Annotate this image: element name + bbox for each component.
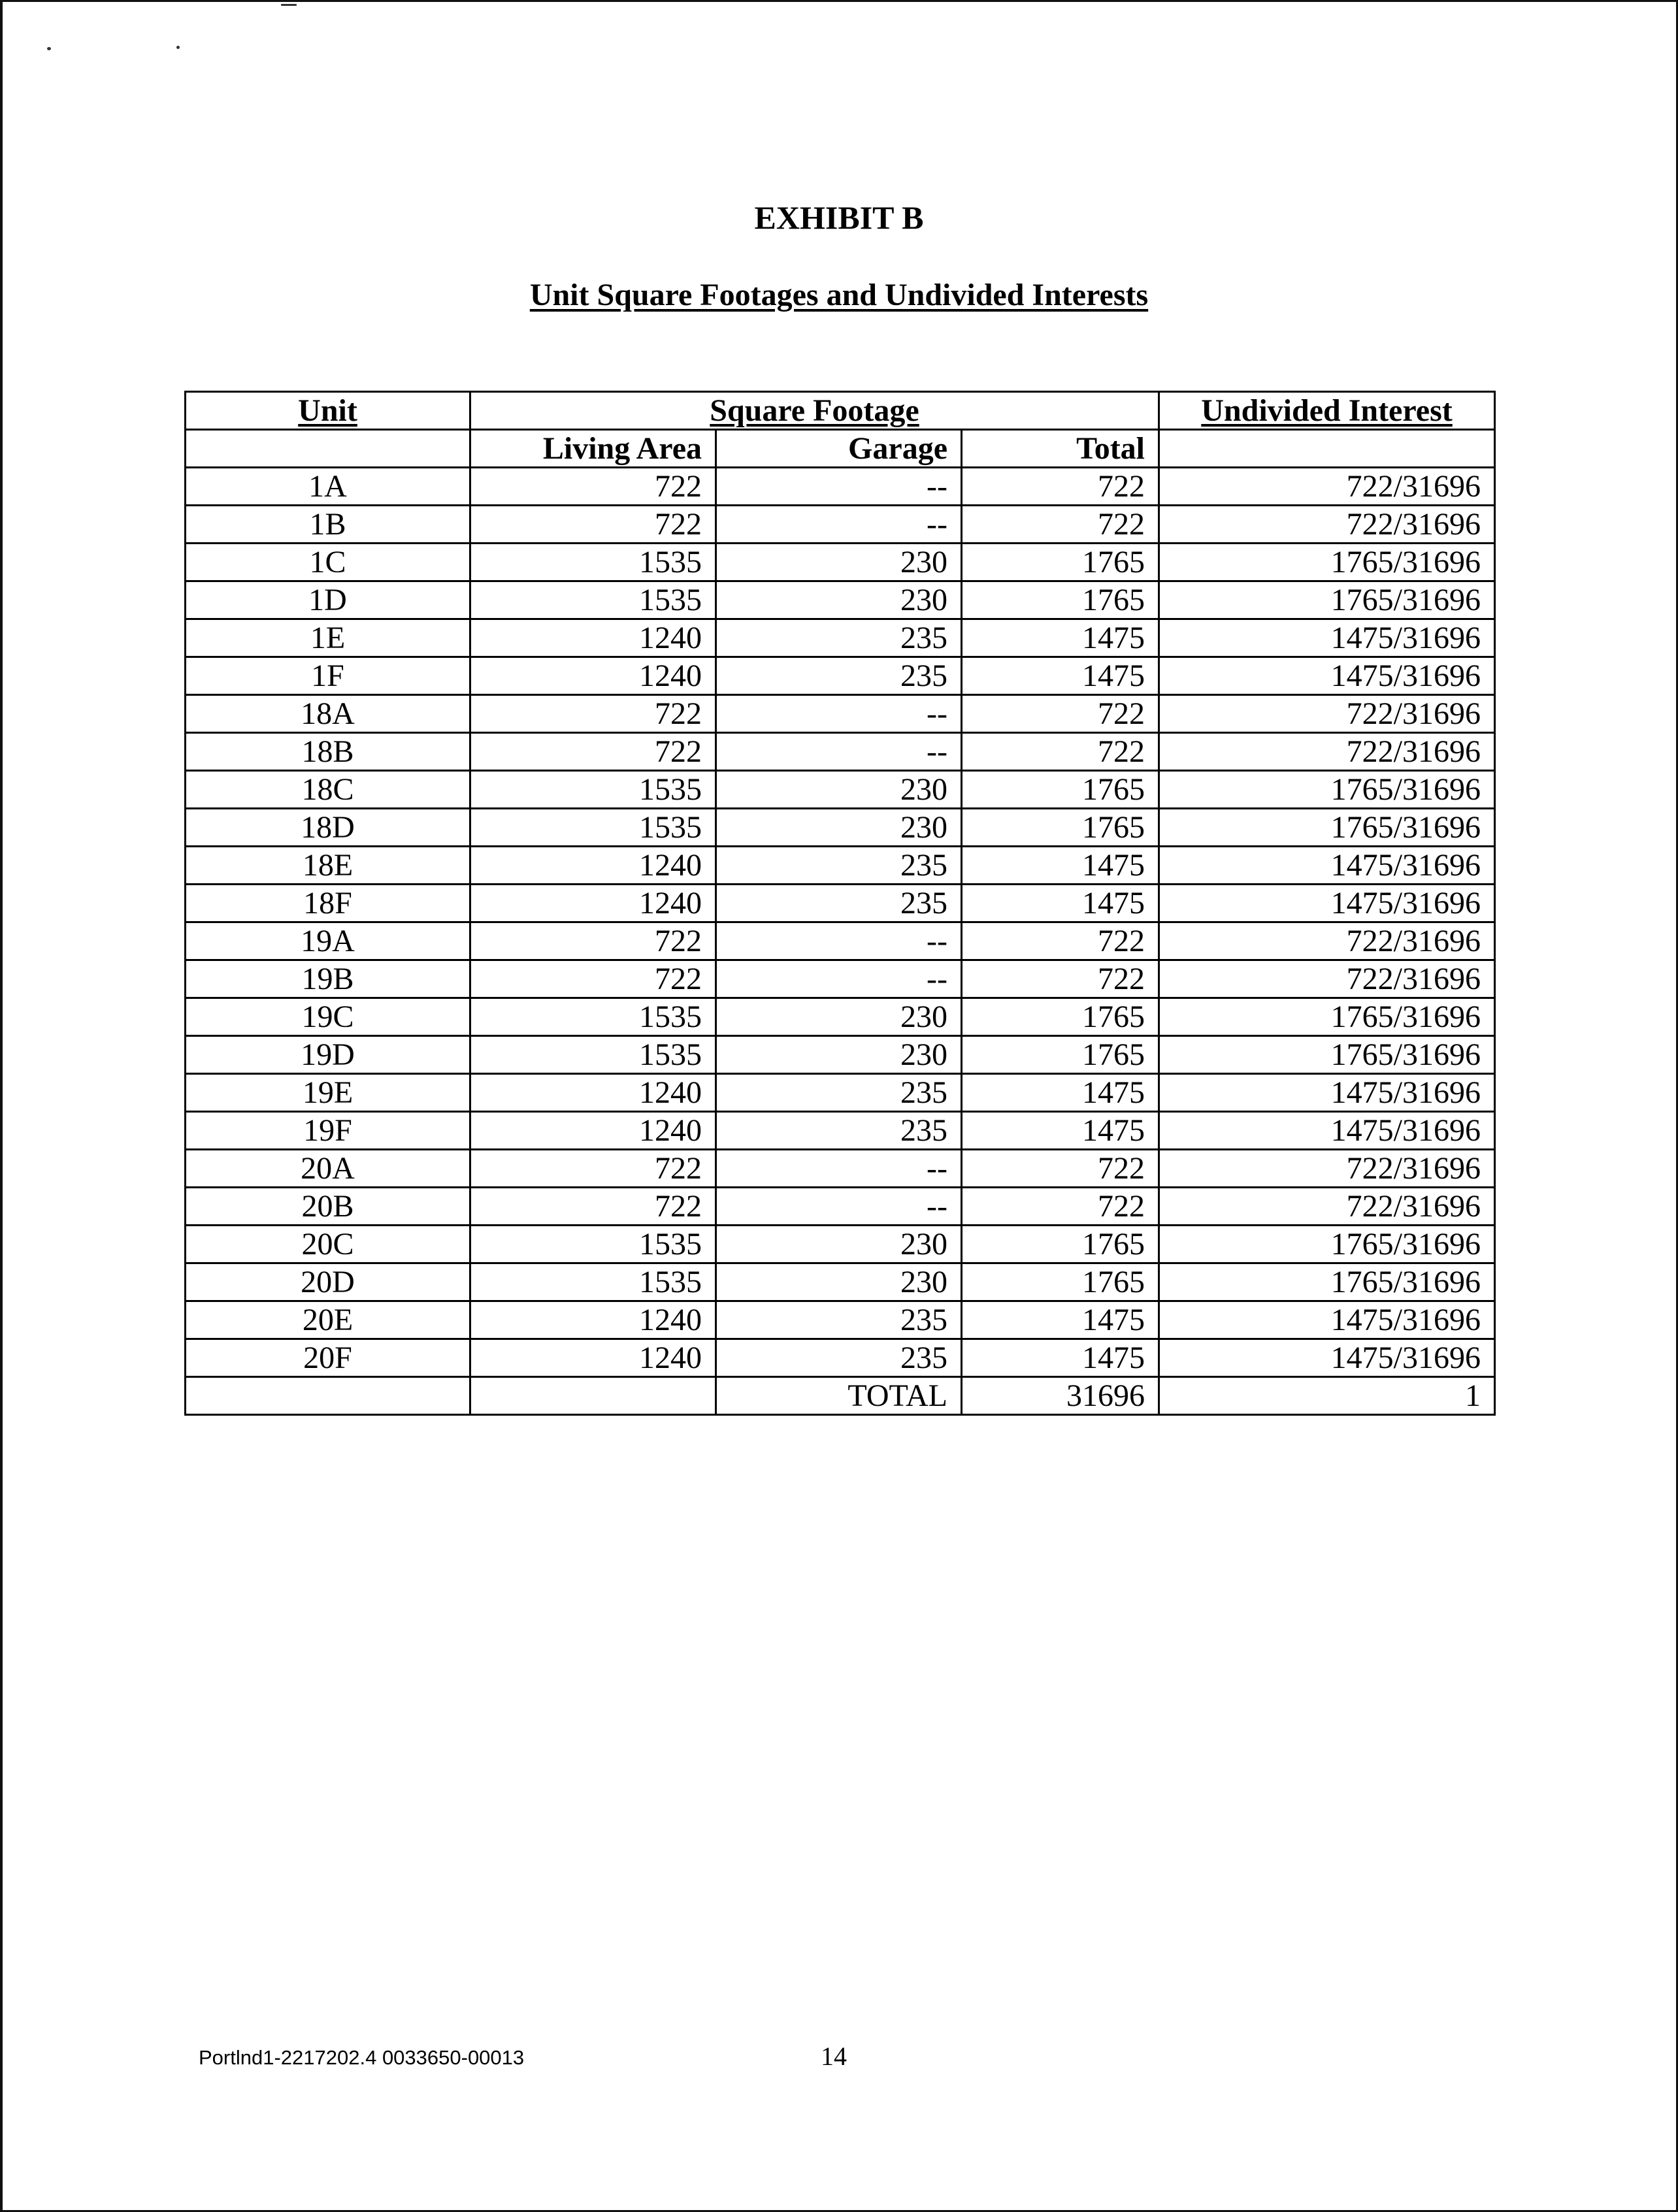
cell-garage: 235 [716,619,962,657]
table-row [186,1301,1495,1339]
cell-total: 1475 [962,847,1159,885]
cell-total: 1475 [962,619,1159,657]
table-row [186,1339,1495,1377]
table-row [186,809,1495,847]
cell-unit: 18B [186,733,470,771]
document-id: Portlnd1-2217202.4 0033650-00013 [199,2046,525,2069]
cell-undivided-interest: 722/31696 [1159,468,1495,506]
cell-total: 1475 [962,1339,1159,1377]
cell-living-area: 1240 [470,657,716,695]
subheader-garage: Garage [716,430,962,468]
subheader-empty [1159,430,1495,468]
cell-unit: 19F [186,1112,470,1150]
cell-undivided-interest: 722/31696 [1159,695,1495,733]
cell-unit: 1D [186,581,470,619]
cell-garage: 235 [716,1339,962,1377]
table-row [186,733,1495,771]
cell-living-area: 722 [470,1188,716,1226]
cell-undivided-interest: 722/31696 [1159,1188,1495,1226]
cell-undivided-interest: 1475/31696 [1159,1339,1495,1377]
cell-undivided-interest: 1475/31696 [1159,885,1495,922]
cell-living-area: 1535 [470,1263,716,1301]
cell-garage: 235 [716,1112,962,1150]
cell-total: 1765 [962,809,1159,847]
page-number: 14 [821,2041,847,2071]
scan-speck [47,47,51,50]
cell-garage: -- [716,1188,962,1226]
cell-garage: 230 [716,544,962,581]
cell-unit: 19C [186,998,470,1036]
cell-living-area: 1240 [470,1074,716,1112]
unit-table [184,391,1496,1416]
cell-living-area: 722 [470,960,716,998]
exhibit-subtitle-text: Unit Square Footages and Undivided Interests [529,278,1149,312]
cell-garage: 235 [716,657,962,695]
cell-unit: 19A [186,922,470,960]
cell-unit: 18A [186,695,470,733]
table-row [186,922,1495,960]
cell-unit: 20E [186,1301,470,1339]
header-undivided-interest-text: Undivided Interest [1201,393,1453,428]
cell-living-area: 1240 [470,847,716,885]
cell-total: 722 [962,695,1159,733]
subheader-empty [186,430,470,468]
scan-speck [281,4,297,6]
total-row [186,1377,1495,1415]
header-unit-text: Unit [298,393,357,428]
cell-living-area: 722 [470,468,716,506]
cell-undivided-interest: 1475/31696 [1159,1074,1495,1112]
header-row [186,392,1495,430]
cell-total: 1765 [962,581,1159,619]
cell-undivided-interest: 722/31696 [1159,922,1495,960]
unit-rows [186,468,1495,1377]
cell-total: 1765 [962,1036,1159,1074]
cell-undivided-interest: 1765/31696 [1159,1036,1495,1074]
cell-garage: 235 [716,1301,962,1339]
table-row [186,619,1495,657]
cell-undivided-interest: 1475/31696 [1159,847,1495,885]
cell-unit: 19B [186,960,470,998]
cell-garage: 235 [716,1074,962,1112]
total-row-empty [186,1377,470,1415]
table-row [186,771,1495,809]
cell-living-area: 1535 [470,581,716,619]
table-row [186,998,1495,1036]
cell-total: 1475 [962,885,1159,922]
table-row [186,544,1495,581]
cell-total: 722 [962,506,1159,544]
cell-undivided-interest: 1765/31696 [1159,1263,1495,1301]
cell-undivided-interest: 1475/31696 [1159,657,1495,695]
cell-garage: 230 [716,771,962,809]
header-square-footage [470,392,1159,430]
cell-unit: 20F [186,1339,470,1377]
cell-living-area: 1535 [470,771,716,809]
cell-undivided-interest: 1765/31696 [1159,809,1495,847]
table-row [186,468,1495,506]
cell-garage: 230 [716,809,962,847]
cell-living-area: 722 [470,733,716,771]
cell-unit: 18E [186,847,470,885]
cell-garage: -- [716,960,962,998]
cell-undivided-interest: 1475/31696 [1159,1301,1495,1339]
cell-living-area: 1535 [470,1226,716,1263]
cell-undivided-interest: 1765/31696 [1159,771,1495,809]
cell-unit: 1E [186,619,470,657]
table-row [186,1036,1495,1074]
table-row [186,1263,1495,1301]
cell-living-area: 1535 [470,544,716,581]
cell-garage: 230 [716,1263,962,1301]
cell-living-area: 1240 [470,1339,716,1377]
cell-unit: 18C [186,771,470,809]
cell-garage: -- [716,1150,962,1188]
total-undivided-interest: 1 [1159,1377,1495,1415]
cell-unit: 19D [186,1036,470,1074]
cell-living-area: 1240 [470,885,716,922]
cell-garage: -- [716,506,962,544]
cell-undivided-interest: 1475/31696 [1159,1112,1495,1150]
cell-total: 722 [962,1188,1159,1226]
header-undivided-interest [1159,392,1495,430]
cell-garage: 235 [716,885,962,922]
exhibit-title: EXHIBIT B [754,199,924,236]
cell-total: 722 [962,468,1159,506]
cell-total: 1765 [962,1263,1159,1301]
cell-total: 1475 [962,1112,1159,1150]
table-row [186,1226,1495,1263]
cell-unit: 1F [186,657,470,695]
cell-total: 1765 [962,1226,1159,1263]
cell-living-area: 722 [470,922,716,960]
cell-undivided-interest: 1765/31696 [1159,544,1495,581]
table-row [186,1074,1495,1112]
cell-undivided-interest: 1475/31696 [1159,619,1495,657]
cell-total: 1475 [962,1301,1159,1339]
total-row-empty [470,1377,716,1415]
table-row [186,581,1495,619]
cell-unit: 20A [186,1150,470,1188]
cell-unit: 19E [186,1074,470,1112]
total-square-footage: 31696 [962,1377,1159,1415]
cell-garage: 235 [716,847,962,885]
table-row [186,657,1495,695]
cell-unit: 1B [186,506,470,544]
cell-living-area: 1240 [470,1301,716,1339]
table-row [186,1188,1495,1226]
cell-unit: 20C [186,1226,470,1263]
cell-total: 1765 [962,998,1159,1036]
cell-total: 722 [962,922,1159,960]
subheader-total: Total [962,430,1159,468]
cell-undivided-interest: 1765/31696 [1159,581,1495,619]
subheader-living-area: Living Area [470,430,716,468]
cell-undivided-interest: 722/31696 [1159,960,1495,998]
cell-total: 1475 [962,1074,1159,1112]
table-row [186,1112,1495,1150]
exhibit-subtitle [0,274,1678,316]
cell-garage: 230 [716,1226,962,1263]
cell-undivided-interest: 722/31696 [1159,733,1495,771]
header-square-footage-text: Square Footage [710,393,919,428]
table-row [186,885,1495,922]
cell-garage: 230 [716,998,962,1036]
cell-unit: 20B [186,1188,470,1226]
cell-unit: 1C [186,544,470,581]
total-label: TOTAL [716,1377,962,1415]
cell-unit: 18F [186,885,470,922]
cell-living-area: 1535 [470,809,716,847]
cell-garage: -- [716,695,962,733]
cell-garage: -- [716,733,962,771]
cell-living-area: 1535 [470,1036,716,1074]
scan-speck [176,46,180,49]
cell-total: 722 [962,733,1159,771]
cell-undivided-interest: 1765/31696 [1159,998,1495,1036]
cell-living-area: 1535 [470,998,716,1036]
header-unit [186,392,470,430]
cell-living-area: 1240 [470,1112,716,1150]
cell-garage: -- [716,922,962,960]
cell-garage: 230 [716,1036,962,1074]
cell-living-area: 722 [470,695,716,733]
cell-undivided-interest: 722/31696 [1159,506,1495,544]
cell-total: 722 [962,960,1159,998]
cell-undivided-interest: 1765/31696 [1159,1226,1495,1263]
cell-total: 1765 [962,544,1159,581]
cell-living-area: 722 [470,506,716,544]
table-row [186,695,1495,733]
cell-garage: -- [716,468,962,506]
table-row [186,847,1495,885]
cell-undivided-interest: 722/31696 [1159,1150,1495,1188]
cell-living-area: 1240 [470,619,716,657]
cell-total: 1765 [962,771,1159,809]
cell-total: 722 [962,1150,1159,1188]
table-row [186,506,1495,544]
subheader-row [186,430,1495,468]
cell-garage: 230 [716,581,962,619]
cell-unit: 1A [186,468,470,506]
table-row [186,960,1495,998]
cell-unit: 18D [186,809,470,847]
cell-unit: 20D [186,1263,470,1301]
table-row [186,1150,1495,1188]
cell-living-area: 722 [470,1150,716,1188]
cell-total: 1475 [962,657,1159,695]
